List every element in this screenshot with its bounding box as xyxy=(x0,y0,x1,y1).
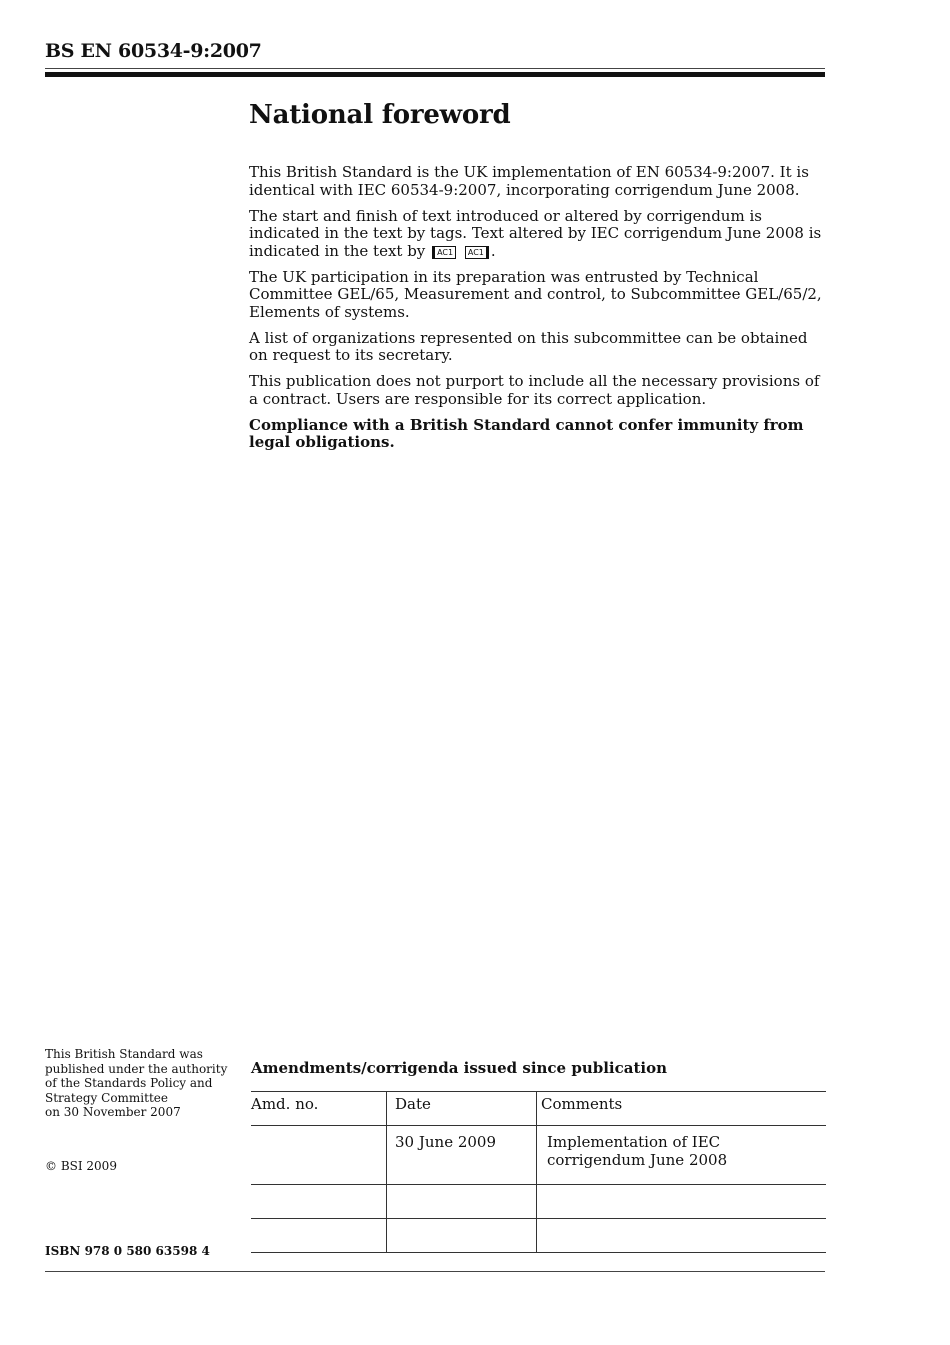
ac1-open-tag-icon: AC1 xyxy=(432,246,456,259)
amd-no-cell xyxy=(251,1219,387,1253)
header-thin-rule xyxy=(45,68,825,69)
table-row xyxy=(251,1185,826,1219)
table-header-row xyxy=(251,1092,826,1126)
document-code: BS EN 60534-9:2007 xyxy=(45,40,262,62)
comments-cell xyxy=(537,1185,827,1219)
publication-note-line: of the Standards Policy and xyxy=(45,1076,213,1090)
publication-note xyxy=(45,1047,235,1120)
publication-note-line: on 30 November 2007 xyxy=(45,1105,181,1119)
isbn: ISBN 978 0 580 63598 4 xyxy=(45,1244,210,1258)
publication-note-line: Strategy Committee xyxy=(45,1090,168,1105)
paragraph-corrigendum-end: . xyxy=(490,241,496,260)
amd-no-cell xyxy=(251,1185,387,1219)
foreword-body xyxy=(249,164,827,460)
copyright-notice: © BSI 2009 xyxy=(45,1159,117,1173)
column-header-comments: Comments xyxy=(537,1092,827,1126)
paragraph-organizations: A list of organizations represented on this subcommittee can be obtained on request to its secretary. xyxy=(249,328,808,364)
date-cell xyxy=(387,1185,537,1219)
date-cell xyxy=(387,1219,537,1253)
comment-line: Implementation of IEC xyxy=(547,1133,721,1151)
amendments-table xyxy=(251,1091,826,1253)
amd-no-cell xyxy=(251,1126,387,1185)
footer-rule xyxy=(45,1271,825,1272)
table-row xyxy=(251,1219,826,1253)
comments-cell xyxy=(537,1219,827,1253)
paragraph-implementation: This British Standard is the UK implementation of EN 60534-9:2007. It is identical with IEC 60534-9:2007, incorporating corrigendum June 2008. xyxy=(249,163,809,199)
paragraph-corrigendum-text: The start and finish of text introduced or altered by corrigendum is indicated in the text by tags. Text altered by IEC corrigendum June 2008 is indicated in the text by xyxy=(249,206,822,260)
header-thick-rule xyxy=(45,72,825,77)
paragraph-committee: The UK participation in its preparation was entrusted by Technical Committee GEL/65, Measurement and control, to Subcommittee GEL/65/2, Elements of systems. xyxy=(249,267,822,321)
comments-cell xyxy=(537,1126,827,1185)
paragraph-compliance: Compliance with a British Standard cannot confer immunity from legal obligations. xyxy=(249,415,804,451)
amendments-heading: Amendments/corrigenda issued since publication xyxy=(251,1059,667,1077)
paragraph-corrigendum-tags xyxy=(249,208,827,261)
date-cell: 30 June 2009 xyxy=(387,1126,537,1185)
page-title: National foreword xyxy=(249,100,511,130)
paragraph-provisions: This publication does not purport to include all the necessary provisions of a contract. Users are responsible for its correct application. xyxy=(249,372,820,408)
publication-note-line: published under the authority xyxy=(45,1061,228,1076)
table-row xyxy=(251,1126,826,1185)
publication-note-line: This British Standard was xyxy=(45,1047,203,1061)
column-header-amd-no: Amd. no. xyxy=(251,1092,387,1126)
comment-line: corrigendum June 2008 xyxy=(547,1151,728,1169)
column-header-date: Date xyxy=(387,1092,537,1126)
ac1-close-tag-icon: AC1 xyxy=(465,246,489,259)
